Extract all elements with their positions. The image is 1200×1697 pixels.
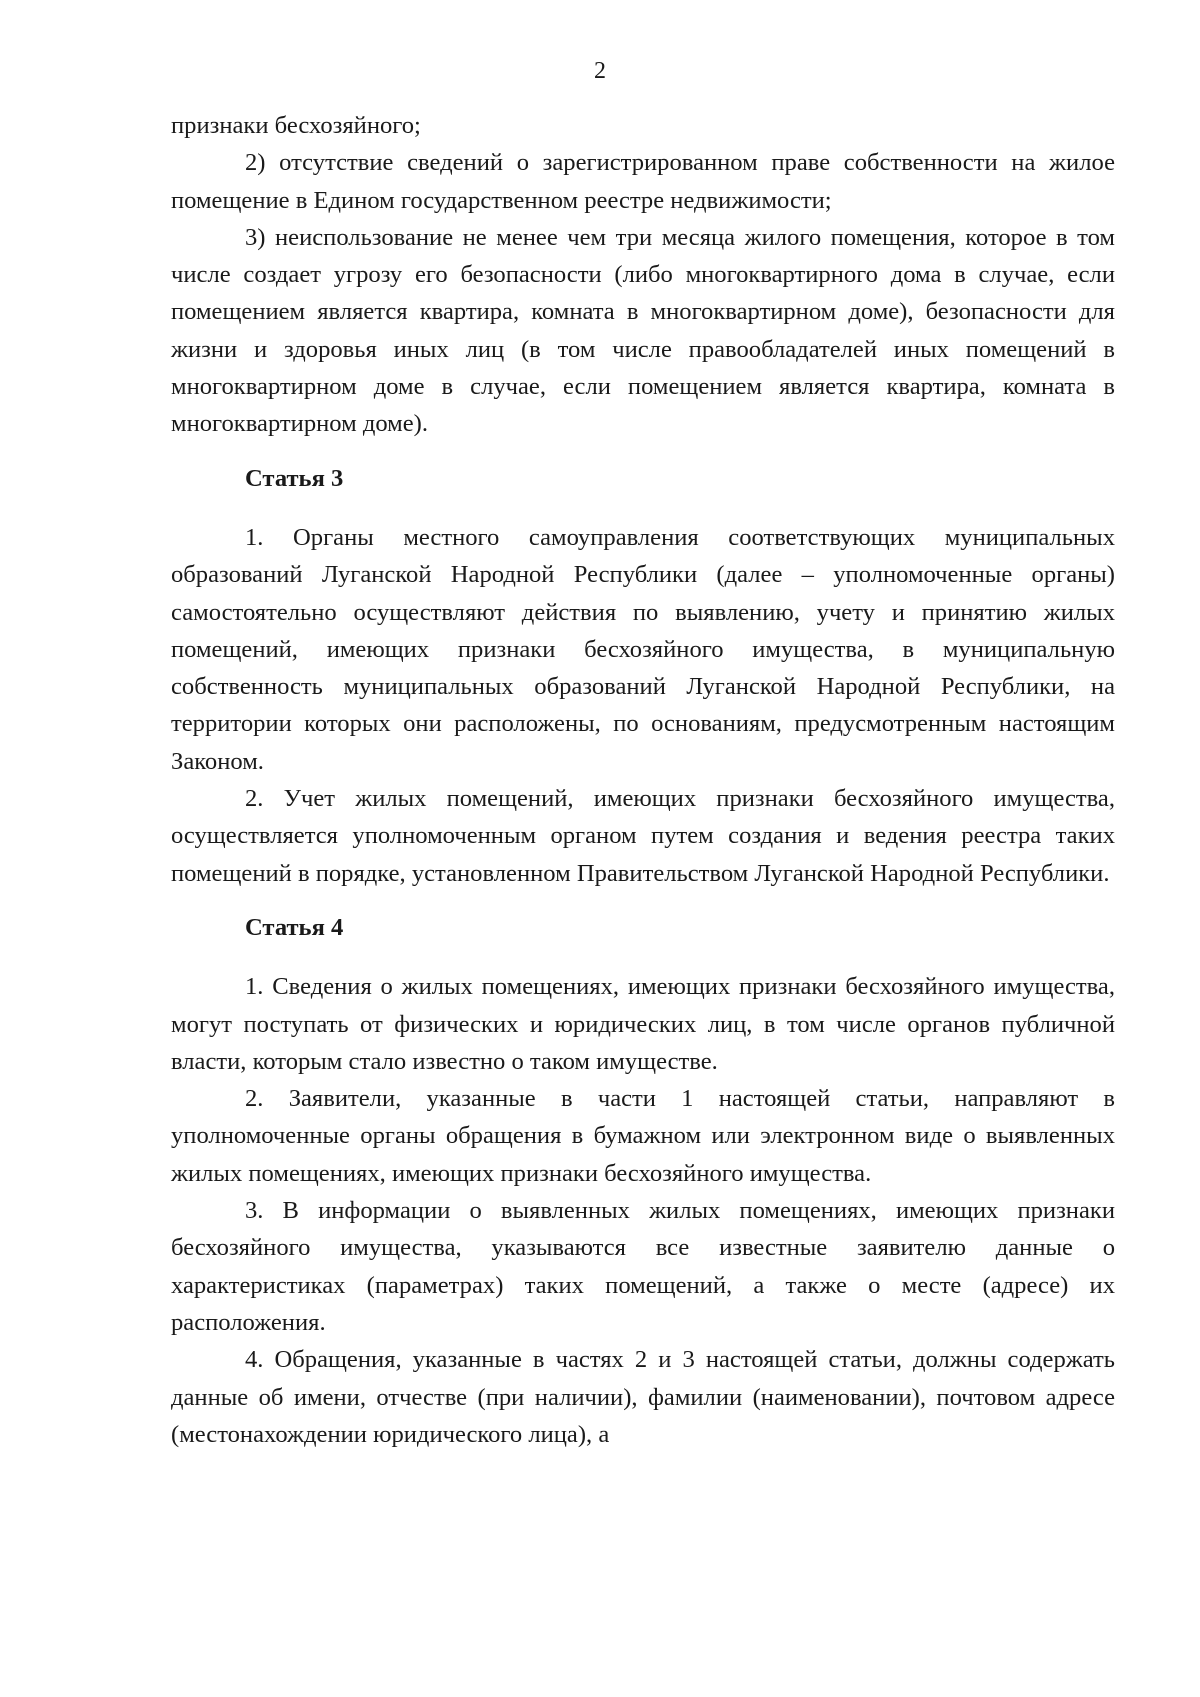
paragraph-item-2: 2) отсутствие сведений о зарегистрированном праве собственности на жилое помещение в Едином государственном реестре недвижимости; [171, 149, 1115, 214]
article-4-paragraph-3: 3. В информации о выявленных жилых помещениях, имеющих признаки бесхозяйного имущества, указываются все известные заявителю данные о характеристиках (параметрах) таких помещений, а также о месте (адресе) их расположения. [171, 1197, 1115, 1336]
article-4-heading: Статья 4 [245, 913, 344, 941]
article-4-paragraph-2: 2. Заявители, указанные в части 1 настоящей статьи, направляют в уполномоченные органы обращения в бумажном или электронном виде о выявленных жилых помещениях, имеющих признаки бесхозяйного имущества. [171, 1085, 1115, 1187]
document-body [171, 107, 1115, 1453]
paragraph-continuation: признаки бесхозяйного; [171, 112, 421, 139]
article-3-paragraph-2: 2. Учет жилых помещений, имеющих признаки бесхозяйного имущества, осуществляется уполномоченным органом путем создания и ведения реестра таких помещений в порядке, установленном Правительством Луганской Народной Республики. [171, 785, 1115, 887]
article-4-paragraph-4: 4. Обращения, указанные в частях 2 и 3 настоящей статьи, должны содержать данные об имени, отчестве (при наличии), фамилии (наименовании), почтовом адресе (местонахождении юридического лица), а [171, 1346, 1115, 1448]
page-number: 2 [594, 58, 606, 84]
paragraph-item-3: 3) неиспользование не менее чем три месяца жилого помещения, которое в том числе создает угрозу его безопасности (либо многоквартирного дома в случае, если помещением является квартира, комната в многоквартирном доме), безопасности для жизни и здоровья иных лиц (в том числе правообладателей иных помещений в многоквартирном доме в случае, если помещением является квартира, комната в многоквартирном доме). [171, 223, 1115, 438]
article-3-paragraph-1: 1. Органы местного самоуправления соответствующих муниципальных образований Луганской Народной Республики (далее – уполномоченные органы) самостоятельно осуществляют действия по выявлению, учету и принятию жилых помещений, имеющих признаки бесхозяйного имущества, в муниципальную собственность муниципальных образований Луганской Народной Республики, на территории которых они расположены, по основаниям, предусмотренным настоящим Законом. [171, 523, 1115, 775]
article-3-heading: Статья 3 [245, 464, 344, 492]
article-4-paragraph-1: 1. Сведения о жилых помещениях, имеющих признаки бесхозяйного имущества, могут поступать от физических и юридических лиц, в том числе органов публичной власти, которым стало известно о таком имуществе. [171, 973, 1115, 1075]
